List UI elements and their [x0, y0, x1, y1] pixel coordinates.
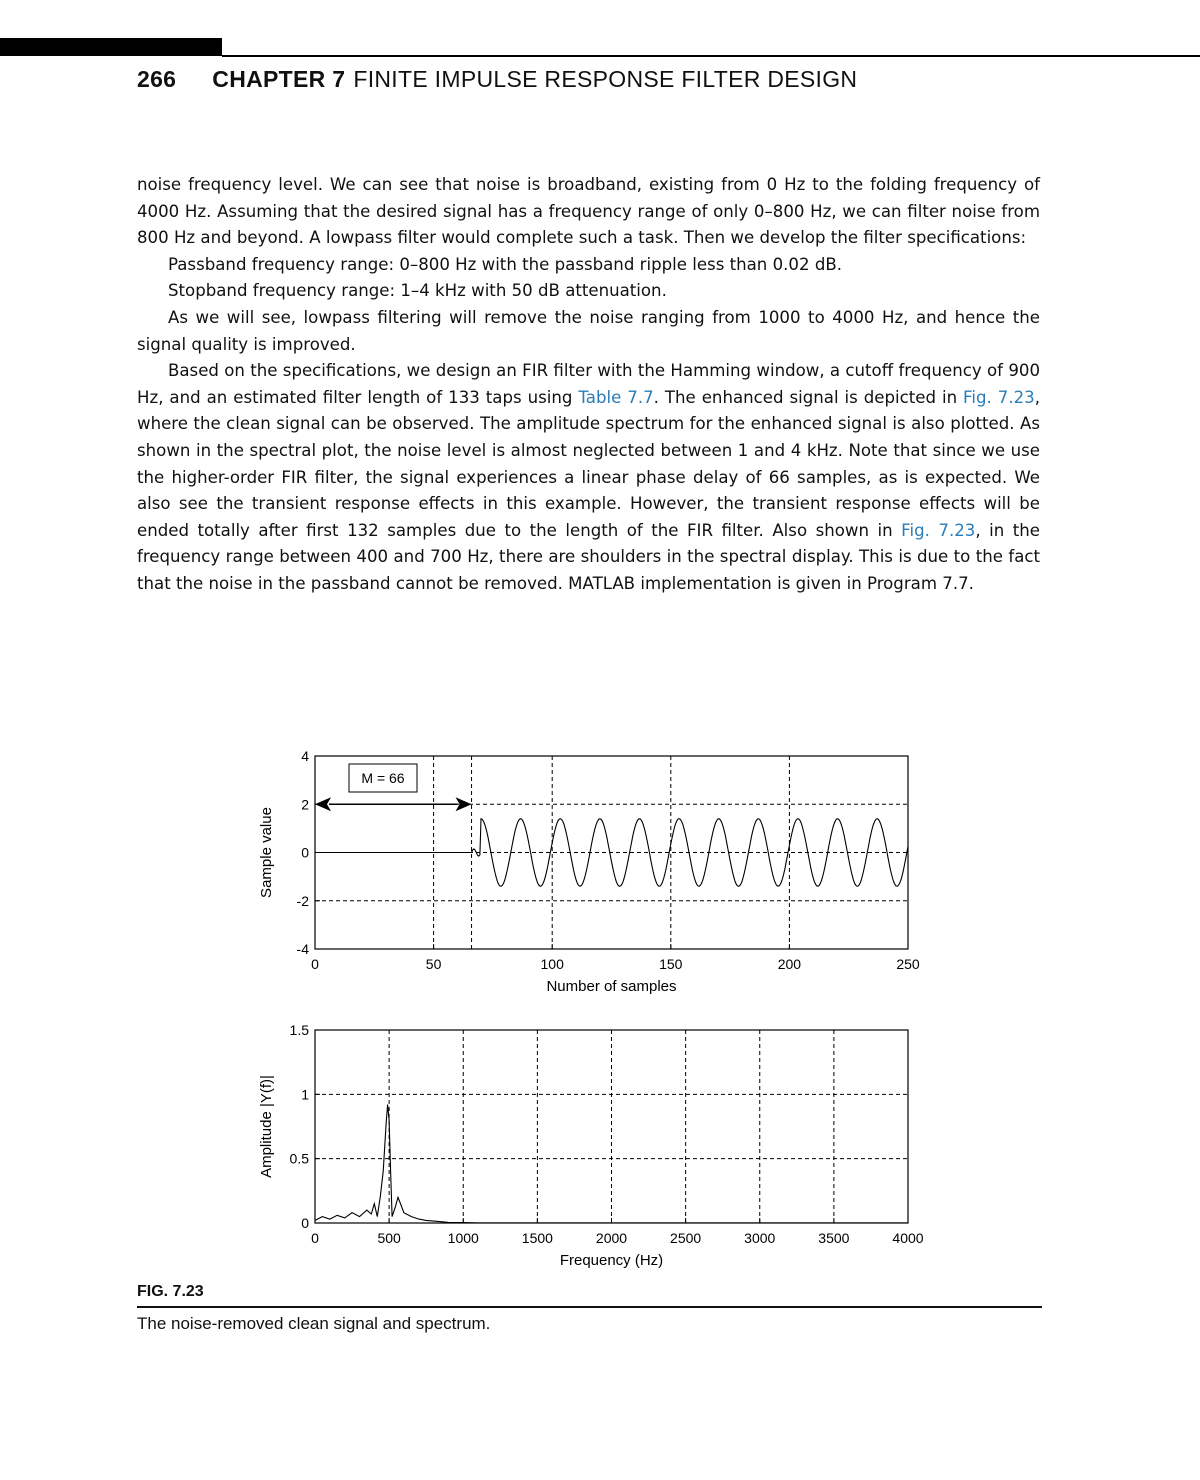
signal-plot-tick-label-y: -4 [296, 941, 309, 957]
spectrum-plot-tick-label-x: 2500 [670, 1230, 702, 1246]
chapter-title: FINITE IMPULSE RESPONSE FILTER DESIGN [353, 66, 858, 92]
body-text [137, 172, 1040, 598]
spectrum-plot-tick-label-x: 2000 [595, 1230, 628, 1246]
signal-plot-tick-label-y: -2 [296, 892, 309, 909]
signal-plot-tick-label-x: 200 [777, 956, 802, 972]
figure-label: FIG. 7.23 [137, 1283, 204, 1300]
top-rule [222, 55, 1200, 57]
paragraph-lowpass-result: As we will see, lowpass filtering will remove the noise ranging from 1000 to 4000 Hz, and hence the signal quality is improved. [137, 307, 1040, 354]
figure-7-23 [240, 740, 960, 1280]
signal-plot-tick-label-x: 250 [896, 956, 920, 972]
signal-plot-tick-label-x: 50 [425, 956, 442, 972]
paragraph-noise-intro: noise frequency level. We can see that noise is broadband, existing from 0 Hz to the folding frequency of 4000 Hz. Assuming that the desired signal has a frequency range of only 0–800 Hz, we can filter noise from 800 Hz and beyond. A lowpass filter would complete such a task. Then we develop the filter specifications: [137, 175, 1040, 248]
signal-plot-tick-label-x: 0 [311, 956, 319, 972]
figure-rule [137, 1306, 1042, 1308]
figure-plots [240, 740, 960, 1280]
spectrum-plot-ylabel: Amplitude |Y(f)| [258, 1075, 275, 1178]
spectrum-plot-tick-label-y: 1 [301, 1086, 309, 1103]
spectrum-plot-tick-label-x: 1000 [447, 1230, 479, 1246]
page-number: 266 [137, 66, 177, 92]
signal-plot-tick-label-y: 4 [301, 748, 309, 764]
signal-plot-tick-label-y: 2 [301, 796, 309, 813]
paragraph-text: Based on the specifications, we design an FIR filter with the Hamming window, a cutoff frequency of 900 Hz, and an estimated filter length of 133 taps using [137, 361, 1040, 407]
figure-caption: The noise-removed clean signal and spectrum. [137, 1314, 491, 1333]
link-fig-7-23-second[interactable]: Fig. 7.23 [901, 520, 976, 540]
annotation-label: M = 66 [361, 770, 405, 786]
spectrum-plot-tick-label-x: 500 [377, 1230, 401, 1246]
signal-plot-tick-label-y: 0 [301, 844, 309, 861]
delay-arrow-head-left [315, 797, 331, 811]
top-bar-block [0, 38, 222, 56]
spectrum-plot-tick-label-x: 3000 [744, 1230, 776, 1246]
signal-plot-ylabel: Sample value [258, 807, 275, 898]
spectrum-plot-tick-label-x: 0 [311, 1230, 319, 1246]
signal-plot-xlabel: Number of samples [546, 978, 677, 995]
spectrum-plot-tick-label-x: 1500 [521, 1230, 553, 1246]
spec-stopband: Stopband frequency range: 1–4 kHz with 50 dB attenuation. [168, 281, 667, 301]
paragraph-text: , where the clean signal can be observed. The amplitude spectrum for the enhanced signal is also plotted. As shown in the spectral plot, the noise level is almost neglected between 1 and 4 kHz. Note that since we use the higher-order FIR filter, the signal experiences a linear phase delay of 66 samples, as is expected. We also see the transient response effects in this example. However, the transient response effects will be ended totally after first 132 samples due to the length of the FIR filter. Also shown in [137, 387, 1040, 540]
paragraph-text: . The enhanced signal is depicted in [653, 387, 964, 407]
paragraph-text: , in the frequency range between 400 and 700 Hz, there are shoulders in the spectral display. This is due to the fact that the noise in the passband cannot be removed. MATLAB implementation is given in Program 7.7. [137, 520, 1040, 593]
spec-passband: Passband frequency range: 0–800 Hz with the passband ripple less than 0.02 dB. [168, 254, 843, 274]
spectrum-plot-tick-label-y: 0 [301, 1215, 309, 1231]
spectrum-plot-tick-label-x: 3500 [818, 1230, 850, 1246]
spectrum-plot-tick-label-y: 1.5 [289, 1022, 309, 1038]
chapter-label: CHAPTER 7 [212, 66, 346, 92]
spectrum-plot-tick-label-x: 4000 [892, 1230, 924, 1246]
running-head [137, 66, 857, 93]
signal-plot-tick-label-x: 100 [540, 956, 564, 972]
spectrum-plot-tick-label-y: 0.5 [289, 1150, 309, 1167]
link-fig-7-23[interactable]: Fig. 7.23 [963, 387, 1035, 407]
spectrum-plot-xlabel: Frequency (Hz) [559, 1252, 664, 1269]
paragraph-fir-design [137, 358, 1040, 597]
signal-plot-tick-label-x: 150 [659, 956, 683, 972]
link-table-7-7[interactable]: Table 7.7 [578, 387, 654, 407]
